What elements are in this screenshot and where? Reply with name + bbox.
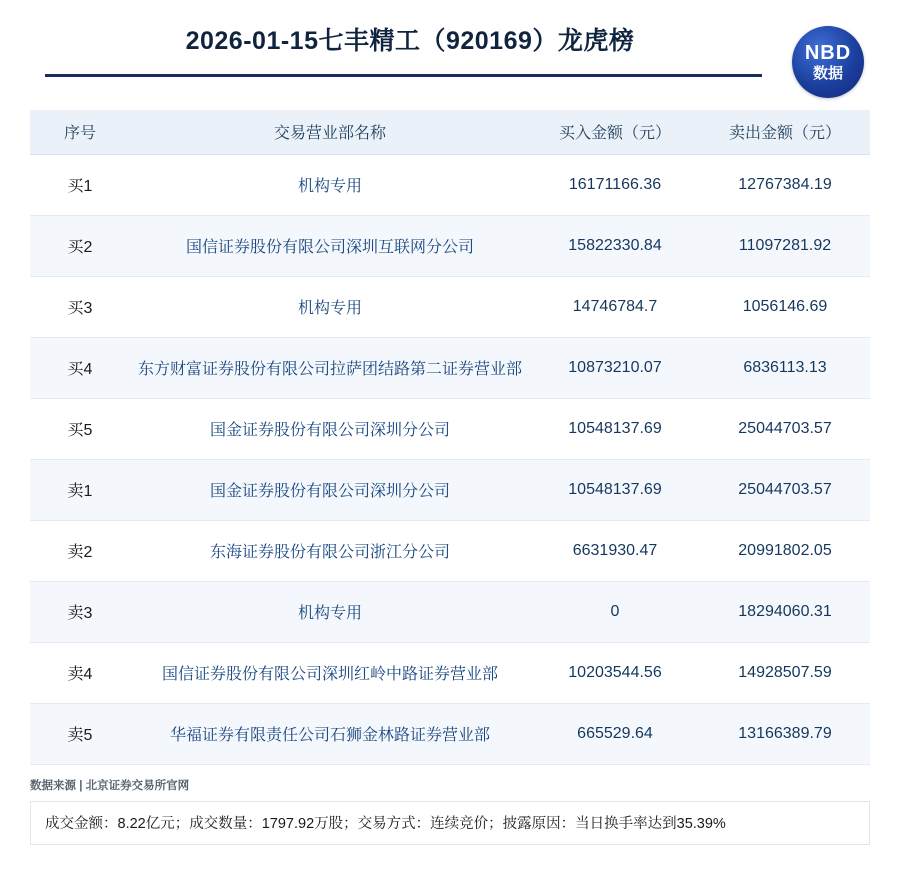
- column-header-sell-amount: 卖出金额（元）: [700, 110, 870, 154]
- cell-sell: 14928507.59: [700, 642, 870, 703]
- table-row: [30, 520, 870, 581]
- cell-index: 卖1: [30, 459, 130, 520]
- table-row: [30, 459, 870, 520]
- cell-sell: 25044703.57: [700, 459, 870, 520]
- trading-desk-table: [30, 110, 870, 765]
- cell-branch: 国信证券股份有限公司深圳互联网分公司: [130, 215, 530, 276]
- table-row: [30, 276, 870, 337]
- cell-buy: 14746784.7: [530, 276, 700, 337]
- title-divider: [45, 74, 762, 77]
- cell-index: 买4: [30, 337, 130, 398]
- cell-sell: 20991802.05: [700, 520, 870, 581]
- cell-buy: 0: [530, 581, 700, 642]
- cell-branch: 机构专用: [130, 154, 530, 215]
- cell-branch: 东海证券股份有限公司浙江分公司: [130, 520, 530, 581]
- table-row: [30, 215, 870, 276]
- summary-note-text: 成交金额：8.22亿元；成交数量：1797.92万股；交易方式：连续竞价；披露原因：当日换手率达到35.39%: [45, 816, 726, 832]
- logo-text-bottom: 数据: [812, 64, 843, 82]
- table-row: [30, 642, 870, 703]
- cell-branch: 机构专用: [130, 581, 530, 642]
- cell-buy: 665529.64: [530, 703, 700, 764]
- cell-branch: 国信证券股份有限公司深圳红岭中路证券营业部: [130, 642, 530, 703]
- column-header-index: 序号: [30, 110, 130, 154]
- cell-index: 买3: [30, 276, 130, 337]
- cell-branch: 国金证券股份有限公司深圳分公司: [130, 398, 530, 459]
- cell-buy: 6631930.47: [530, 520, 700, 581]
- cell-buy: 16171166.36: [530, 154, 700, 215]
- table-header-row: [30, 110, 870, 154]
- cell-sell: 6836113.13: [700, 337, 870, 398]
- cell-branch: 国金证券股份有限公司深圳分公司: [130, 459, 530, 520]
- cell-buy: 15822330.84: [530, 215, 700, 276]
- nbd-logo: [792, 26, 864, 98]
- cell-sell: 12767384.19: [700, 154, 870, 215]
- cell-sell: 18294060.31: [700, 581, 870, 642]
- summary-note: [30, 801, 870, 845]
- cell-buy: 10873210.07: [530, 337, 700, 398]
- cell-buy: 10203544.56: [530, 642, 700, 703]
- cell-index: 卖2: [30, 520, 130, 581]
- cell-index: 买5: [30, 398, 130, 459]
- cell-branch: 机构专用: [130, 276, 530, 337]
- cell-sell: 1056146.69: [700, 276, 870, 337]
- report-header: [0, 0, 900, 100]
- cell-branch: 华福证券有限责任公司石狮金林路证券营业部: [130, 703, 530, 764]
- cell-buy: 10548137.69: [530, 459, 700, 520]
- table-body: [30, 154, 870, 764]
- logo-text-top: NBD: [804, 41, 852, 64]
- data-source-label: 数据来源 | 北京证券交易所官网: [30, 779, 190, 792]
- cell-buy: 10548137.69: [530, 398, 700, 459]
- table-row: [30, 703, 870, 764]
- column-header-branch: 交易营业部名称: [130, 110, 530, 154]
- cell-index: 卖3: [30, 581, 130, 642]
- cell-branch: 东方财富证券股份有限公司拉萨团结路第二证券营业部: [130, 337, 530, 398]
- table-row: [30, 154, 870, 215]
- column-header-buy-amount: 买入金额（元）: [530, 110, 700, 154]
- cell-index: 买2: [30, 215, 130, 276]
- cell-sell: 11097281.92: [700, 215, 870, 276]
- table-row: [30, 581, 870, 642]
- table-row: [30, 398, 870, 459]
- table-row: [30, 337, 870, 398]
- cell-sell: 25044703.57: [700, 398, 870, 459]
- cell-index: 买1: [30, 154, 130, 215]
- cell-index: 卖5: [30, 703, 130, 764]
- cell-sell: 13166389.79: [700, 703, 870, 764]
- page-title: 2026-01-15七丰精工（920169）龙虎榜: [185, 27, 635, 55]
- cell-index: 卖4: [30, 642, 130, 703]
